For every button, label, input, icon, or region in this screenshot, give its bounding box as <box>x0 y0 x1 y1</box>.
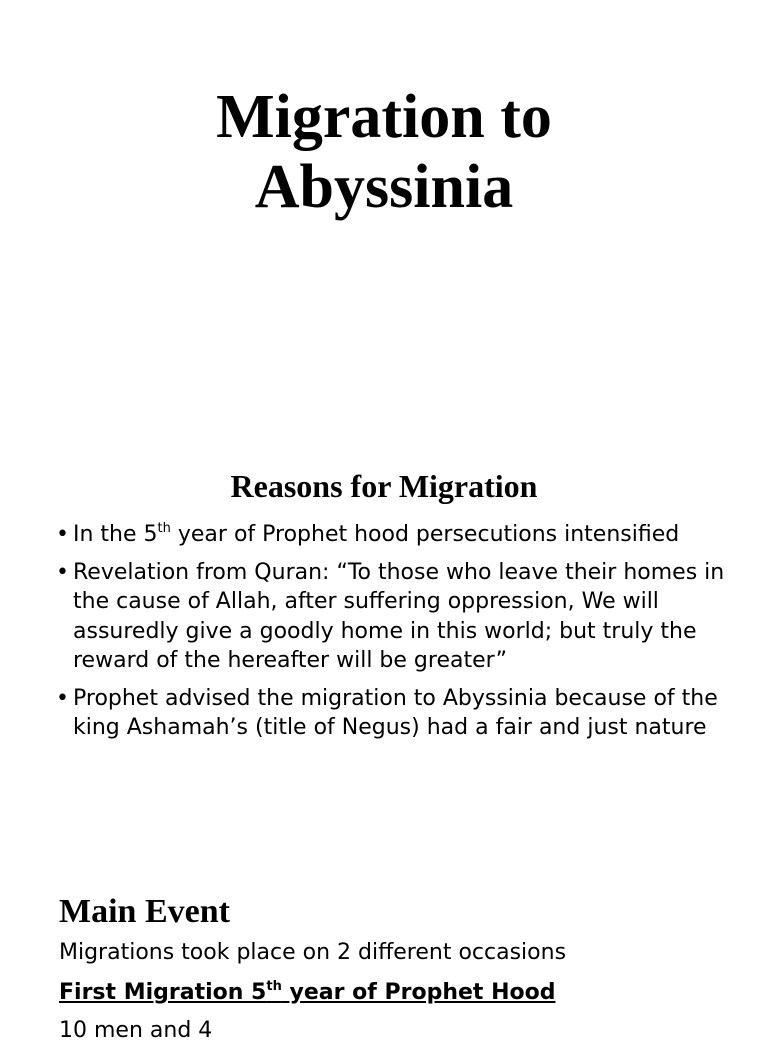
occasions-text: Migrations took place on 2 different occasions <box>59 940 567 965</box>
page-title <box>0 82 768 222</box>
reasons-list <box>56 520 736 751</box>
bullet-icon: • <box>56 522 69 547</box>
cut-off-text: 10 men and 4 <box>59 1018 213 1043</box>
bullet-text: Prophet advised the migration to Abyssinia because of the king Ashamah’s (title of Negus) had a fair and just nature <box>73 685 718 740</box>
ordinal-suffix: th <box>266 979 282 994</box>
bullet-text-start: In the 5 <box>73 522 158 547</box>
first-migration-text-end: year of Prophet Hood <box>281 980 556 1005</box>
list-item <box>56 520 736 550</box>
bullet-text-end: year of Prophet hood persecutions intensified <box>170 522 680 547</box>
first-migration-text-start: First Migration 5 <box>59 980 267 1005</box>
title-line-2: Abyssinia <box>254 153 514 221</box>
list-item <box>56 684 736 743</box>
ordinal-suffix: th <box>157 521 171 536</box>
bullet-icon: • <box>56 685 69 711</box>
bullet-text: Revelation from Quran: “To those who leave their homes in the cause of Allah, after suffering oppression, We will assuredly give a goodly home in this world; but truly the reward of the hereafter will be greater” <box>73 559 725 673</box>
first-migration-heading <box>59 978 555 1008</box>
list-item <box>56 558 736 676</box>
bullet-icon: • <box>56 559 69 585</box>
section-title-main-event: Main Event <box>59 893 230 930</box>
title-line-1: Migration to <box>216 83 552 151</box>
section-title-reasons: Reasons for Migration <box>230 468 538 504</box>
